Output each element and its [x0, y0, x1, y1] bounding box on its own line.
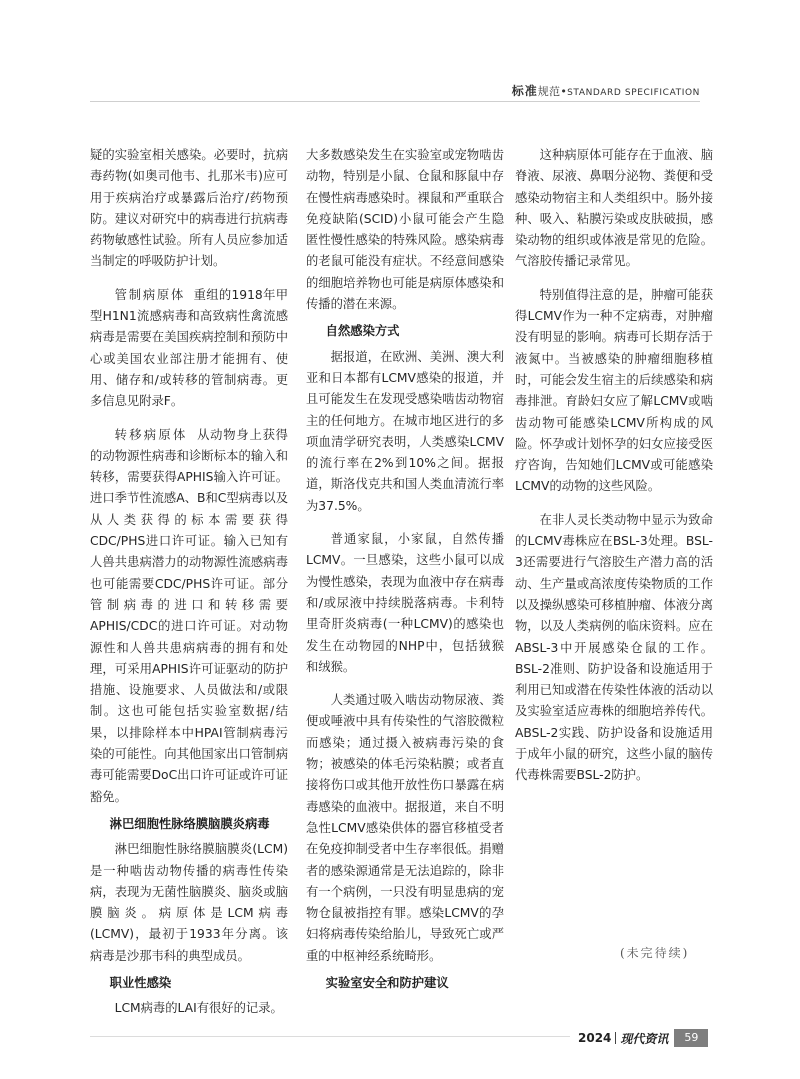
- section-heading-natural: 自然感染方式: [325, 324, 400, 339]
- header-english: STANDARD SPECIFICATION: [567, 88, 700, 98]
- page-footer: [578, 1029, 708, 1047]
- to-be-continued: (未完待续): [620, 946, 690, 960]
- paragraph-text: 重组的1918年甲型H1N1流感病毒和高致病性禽流感病毒是需要在美国疾病控制和预防中心或美国农业部注册才能拥有、使用、储存和/或转移的管制病毒。更多信息见附录F。: [90, 287, 288, 409]
- paragraph-text: 从动物身上获得的动物源性病毒和诊断标本的输入和转移，需要获得APHIS输入许可证。进口季节性流感A、B和C型病毒以及从人类获得的标本需要获得CDC/PHS进口许可证。输入已知有人兽共患病潜力的动物源性流感病毒也可能需要CDC/PHS许可证。部分管制病毒的进口和转移需要APHIS/CDC的进口许可证。对动物源性和人兽共患病病毒的拥有和处理，可采用APHIS许可证驱动的防护措施、设施要求、人员做法和/或限制。这也可能包括实验室数据/结果，以排除样本中HPAI管制病毒污染的可能性。向其他国家出口管制病毒可能需要DoC出口许可证或许可证豁免。: [90, 427, 288, 804]
- paragraph-term: 管制病原体: [114, 287, 186, 302]
- section-heading-lcmv: 淋巴细胞性脉络膜脑膜炎病毒: [109, 816, 270, 831]
- page-number: 59: [674, 1029, 708, 1047]
- footer-journal-name: 现代资讯: [620, 1031, 669, 1046]
- header-rule: [90, 101, 700, 102]
- paragraph: 疑的实验室相关感染。必要时，抗病毒药物(如奥司他韦、扎那米韦)应可用于疾病治疗或暴露后治疗/药物预防。建议对研究中的病毒进行抗病毒药物敏感性试验。所有人员应参加适当制定的呼吸防护计划。: [90, 148, 288, 269]
- paragraph: 普通家鼠，小家鼠，自然传播LCMV。一旦感染，这些小鼠可以成为慢性感染，表现为血液中存在病毒和/或尿液中持续脱落病毒。卡利特里奇肝炎病毒(一种LCMV)的感染也发生在动物园的NHP中，包括狨猴和绒猴。: [306, 532, 504, 674]
- footer-year: 2024: [578, 1031, 612, 1045]
- footer-separator: [615, 1032, 616, 1044]
- running-header: [512, 82, 700, 99]
- paragraph-transfer: [90, 425, 288, 808]
- paragraph: 大多数感染发生在实验室或宠物啮齿动物，特别是小鼠、仓鼠和豚鼠中存在慢性病毒感染时。裸鼠和严重联合免疫缺陷(SCID)小鼠可能会产生隐匿性慢性感染的特殊风险。感染病毒的老鼠可能没有症状。不经意间感染的细胞培养物也可能是病原体感染和传播的潜在来源。: [306, 148, 504, 312]
- header-section: 规范: [537, 85, 561, 98]
- paragraph: 人类通过吸入啮齿动物尿液、粪便或唾液中具有传染性的气溶胶微粒而感染；通过摄入被病毒污染的食物；被感染的体毛污染粘膜；或者直接将伤口或其他开放性伤口暴露在病毒感染的血液中。据报道，来自不明急性LCMV感染供体的器官移植受者在免疫抑制受者中生存率很低。捐赠者的感染源通常是无法追踪的，除非有一个病例，一只没有明显患病的宠物仓鼠被指控有罪。感染LCMV的孕妇将病毒传染给胎儿，导致死亡或严重的中枢神经系统畸形。: [306, 693, 504, 963]
- section-heading-occupational: 职业性感染: [109, 975, 172, 990]
- column-1: [90, 145, 288, 1020]
- section-heading-lab-safety: 实验室安全和防护建议: [325, 975, 449, 990]
- footer-rule: [90, 1036, 570, 1037]
- header-brand: 标准: [511, 84, 538, 98]
- paragraph: 这种病原体可能存在于血液、脑脊液、尿液、鼻咽分泌物、粪便和受感染动物宿主和人类组织中。肠外接种、吸入、粘膜污染或皮肤破损，感染动物的组织或体液是常见的危险。气溶胶传播记录常见。: [515, 148, 713, 269]
- paragraph: 据报道，在欧洲、美洲、澳大利亚和日本都有LCMV感染的报道，并且可能发生在发现受感染啮齿动物宿主的任何地方。在城市地区进行的多项血清学研究表明，人类感染LCMV的流行率在2%到10%之间。据报道，斯洛伐克共和国人类血清流行率为37.5%。: [306, 349, 504, 513]
- paragraph-term: 转移病原体: [114, 427, 188, 442]
- paragraph: LCM病毒的LAI有很好的记录。: [114, 1001, 283, 1016]
- paragraph-select-agents: [90, 285, 288, 413]
- paragraph: 淋巴细胞性脉络膜脑膜炎(LCM)是一种啮齿动物传播的病毒性传染病，表现为无菌性脑膜炎、脑炎或脑膜脑炎。病原体是LCM病毒(LCMV)，最初于1933年分离。该病毒是沙那韦科的典型成员。: [90, 842, 288, 963]
- column-3: [515, 145, 713, 787]
- column-2: [306, 145, 504, 998]
- paragraph: 在非人灵长类动物中显示为致命的LCMV毒株应在BSL-3处理。BSL-3还需要进行气溶胶生产潜力高的活动、生产量或高浓度传染物质的工作以及操纵感染可移植肿瘤、体液分离物，以及人类病例的临床资料。应在ABSL-3中开展感染仓鼠的工作。BSL-2准则、防护设备和设施适用于利用已知或潜在传染性体液的活动以及实验室适应毒株的细胞培养传代。ABSL-2实践、防护设备和设施适用于成年小鼠的研究，这些小鼠的脑传代毒株需要BSL-2防护。: [515, 512, 713, 783]
- header-bullet: •: [560, 85, 568, 98]
- paragraph: 特别值得注意的是，肿瘤可能获得LCMV作为一种不定病毒，对肿瘤没有明显的影响。病毒可长期存活于液氮中。当被感染的肿瘤细胞移植时，可能会发生宿主的后续感染和病毒排泄。育龄妇女应了解LCMV或啮齿动物可能感染LCMV所构成的风险。怀孕或计划怀孕的妇女应接受医疗咨询，告知她们LCMV或可能感染LCMV的动物的这些风险。: [515, 287, 713, 494]
